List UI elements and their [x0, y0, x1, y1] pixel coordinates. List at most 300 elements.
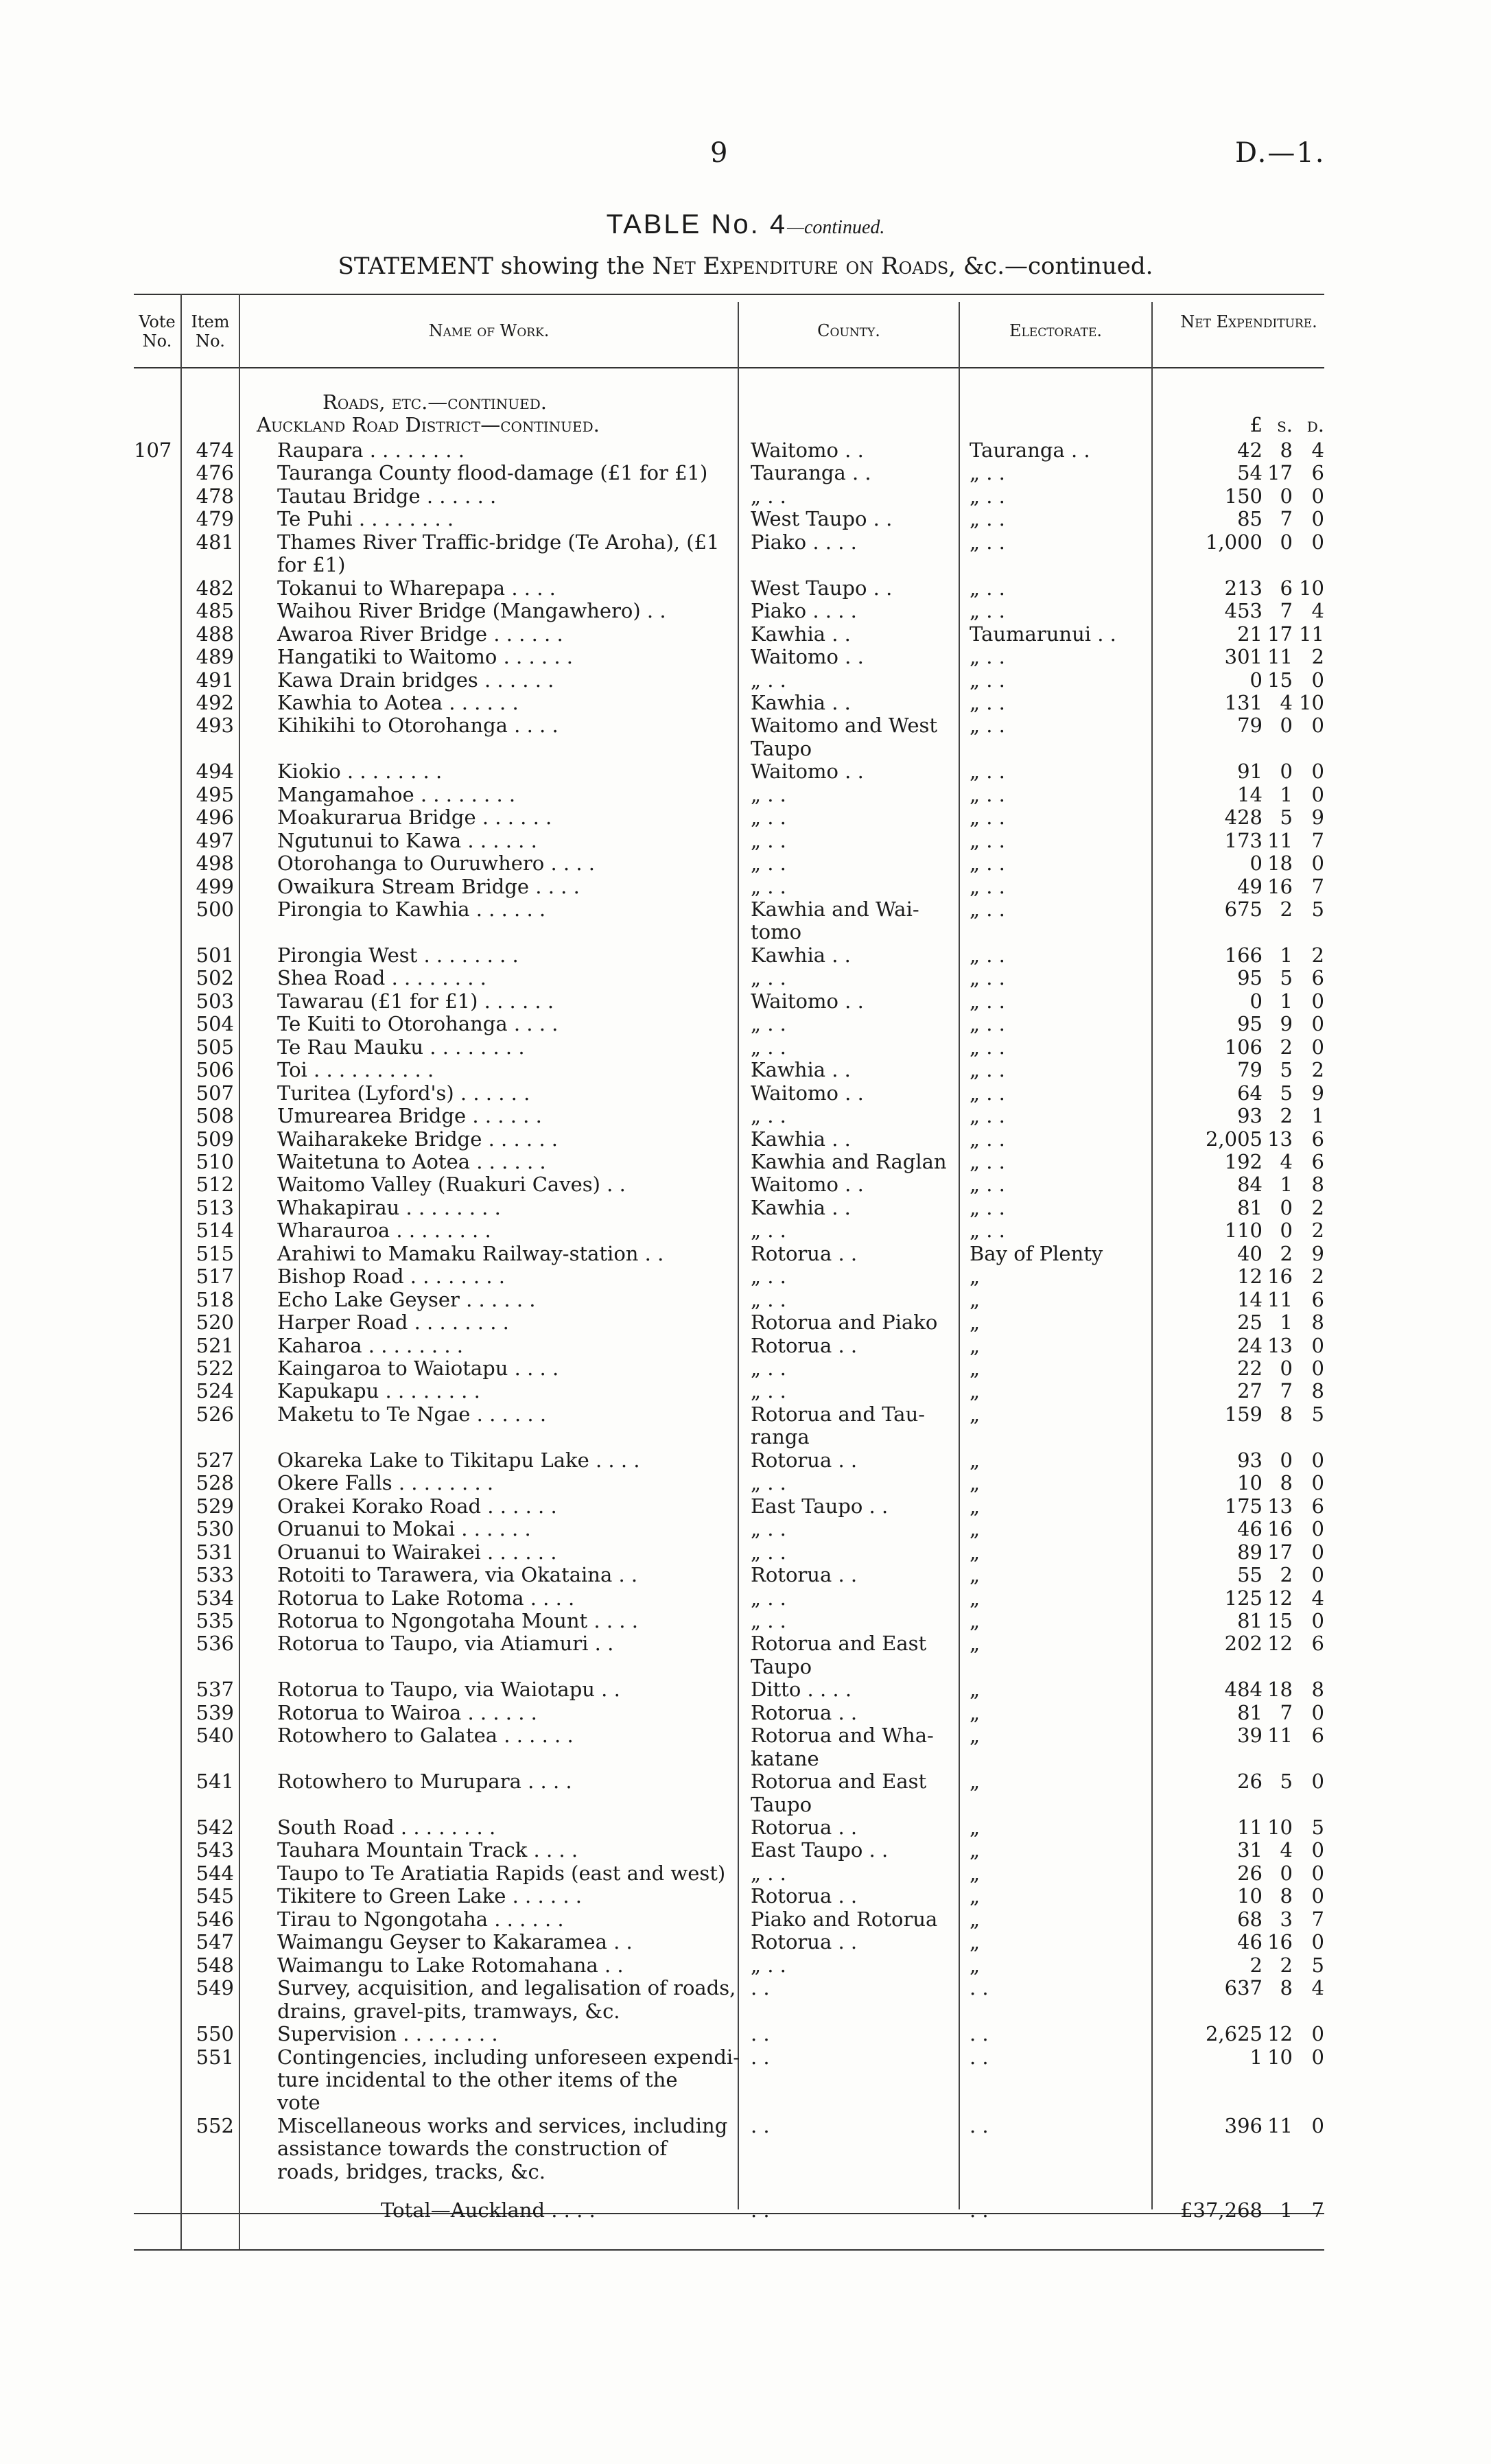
shillings: 18: [1267, 1678, 1293, 1702]
col-header-name: Name of Work.: [428, 321, 550, 340]
electorate: „ . .: [970, 484, 1005, 508]
work-name: Tautau Bridge . . . . . .: [277, 484, 497, 508]
item-number: 541: [196, 1770, 234, 1794]
table-row: [0, 577, 1491, 600]
electorate: . .: [970, 2045, 989, 2069]
district-heading: [0, 414, 1491, 436]
table-row: [0, 1656, 1491, 1678]
shillings: 2: [1280, 897, 1293, 921]
electorate: „ . .: [970, 1149, 1005, 1173]
statement-small-caps: Net Expenditure on Roads,: [652, 253, 956, 280]
work-name: Wharauroa . . . . . . . .: [277, 1219, 491, 1243]
electorate: „ . .: [970, 1127, 1005, 1151]
pence: 0: [1311, 1608, 1324, 1632]
pounds: 2: [1249, 1953, 1263, 1977]
pounds: 192: [1224, 1149, 1263, 1173]
shillings: 0: [1280, 530, 1293, 554]
shillings: 15: [1267, 668, 1293, 692]
pence: 6: [1311, 1494, 1324, 1518]
item-number: 508: [196, 1104, 234, 1128]
pounds: 39: [1237, 1724, 1263, 1748]
county: West Taupo . .: [751, 507, 893, 531]
county: Waitomo . .: [751, 1173, 864, 1197]
shillings: 15: [1267, 1608, 1293, 1632]
pence: 7: [1311, 1907, 1324, 1931]
county: Rotorua and East: [751, 1632, 927, 1656]
pounds: 0: [1249, 668, 1263, 692]
electorate: „: [970, 1563, 981, 1587]
pence: 4: [1311, 438, 1324, 462]
item-number: 526: [196, 1402, 234, 1426]
work-name: Whakapirau . . . . . . . .: [277, 1195, 501, 1219]
work-name: Owaikura Stream Bridge . . . .: [277, 874, 580, 898]
pence: 5: [1311, 1953, 1324, 1977]
pence: 0: [1311, 1770, 1324, 1794]
pence: 7: [1311, 874, 1324, 898]
pounds: 173: [1224, 828, 1263, 852]
work-name: Tokanui to Wharepapa . . . .: [277, 576, 556, 600]
pounds: 106: [1224, 1035, 1263, 1059]
pence: 2: [1311, 1219, 1324, 1243]
table-row: [0, 1472, 1491, 1494]
item-number: 522: [196, 1357, 234, 1380]
pounds: 55: [1237, 1563, 1263, 1587]
electorate: „ . .: [970, 576, 1005, 600]
pence: 4: [1311, 1586, 1324, 1610]
pence: 0: [1311, 1012, 1324, 1036]
electorate: „ . .: [970, 1081, 1005, 1105]
county: Piako and Rotorua: [751, 1907, 938, 1931]
electorate: „: [970, 1540, 981, 1564]
shillings: 4: [1280, 1149, 1293, 1173]
pounds: 26: [1237, 1861, 1263, 1885]
pence: 6: [1311, 1724, 1324, 1748]
pounds: 46: [1237, 1517, 1263, 1541]
table-row: [0, 1839, 1491, 1862]
pounds: 428: [1224, 806, 1263, 830]
table-row: [0, 2069, 1491, 2091]
pounds: 84: [1237, 1173, 1263, 1197]
county: Rotorua and Tau-: [751, 1402, 926, 1426]
electorate: „ . .: [970, 852, 1005, 876]
table-row: [0, 1770, 1491, 1793]
pounds: 49: [1237, 874, 1263, 898]
pounds: 24: [1237, 1333, 1263, 1357]
pounds: 31: [1237, 1838, 1263, 1862]
work-name: Taupo to Te Aratiatia Rapids (east and west): [277, 1861, 726, 1885]
total-label: Total—Auckland . . . .: [381, 2198, 596, 2222]
pence: 0: [1311, 2022, 1324, 2046]
table-row: [0, 2023, 1491, 2045]
pence: 11: [1299, 622, 1324, 646]
county: „ . .: [751, 966, 786, 990]
work-name: Waiharakeke Bridge . . . . . .: [277, 1127, 559, 1151]
table-row: [0, 1151, 1491, 1173]
pence: 0: [1311, 1838, 1324, 1862]
work-name: Oruanui to Mokai . . . . . .: [277, 1517, 531, 1541]
shillings: 7: [1280, 1379, 1293, 1403]
pounds: 110: [1224, 1219, 1263, 1243]
item-number: 518: [196, 1287, 234, 1311]
table-row: [0, 1243, 1491, 1265]
item-number: 496: [196, 806, 234, 830]
county: katane: [751, 1746, 819, 1770]
item-number: 552: [196, 2113, 234, 2137]
pence: 7: [1311, 828, 1324, 852]
pounds: 202: [1224, 1632, 1263, 1656]
pence: 0: [1311, 1884, 1324, 1908]
work-name: Te Puhi . . . . . . . .: [277, 507, 454, 531]
pence: 6: [1311, 1127, 1324, 1151]
statement-prefix: STATEMENT showing the: [338, 253, 653, 280]
table-row: [0, 1380, 1491, 1403]
work-name: Thames River Traffic-bridge (Te Aroha), (£1: [277, 530, 720, 554]
work-name: Hangatiki to Waitomo . . . . . .: [277, 645, 573, 669]
county: „ . .: [751, 806, 786, 830]
work-name: South Road . . . . . . . .: [277, 1816, 496, 1839]
work-name: ture incidental to the other items of the: [277, 2067, 678, 2091]
pounds: 93: [1237, 1448, 1263, 1472]
table-row: [0, 1794, 1491, 1816]
work-name: Pirongia to Kawhia . . . . . .: [277, 897, 546, 921]
item-number: 506: [196, 1058, 234, 1082]
table-row: [0, 1748, 1491, 1770]
electorate: „ . .: [970, 1035, 1005, 1059]
pounds: 95: [1237, 1012, 1263, 1036]
shillings: 17: [1267, 622, 1293, 646]
electorate: . .: [970, 2022, 989, 2046]
county: Waitomo . .: [751, 1081, 864, 1105]
table-row: [0, 1219, 1491, 1242]
county: Kawhia . .: [751, 943, 851, 967]
item-number: 530: [196, 1517, 234, 1541]
shillings: 8: [1280, 1884, 1293, 1908]
table-row: [0, 1495, 1491, 1518]
county: . .: [751, 2045, 770, 2069]
county: Rotorua and East: [751, 1770, 927, 1794]
work-name: Arahiwi to Mamaku Railway-station . .: [277, 1241, 664, 1265]
shillings: 11: [1267, 2113, 1293, 2137]
item-number: 551: [196, 2045, 234, 2069]
county: Rotorua . .: [751, 1241, 858, 1265]
pence: 2: [1311, 1058, 1324, 1082]
pounds: 175: [1224, 1494, 1263, 1518]
pence: 6: [1311, 966, 1324, 990]
pence: 6: [1311, 1632, 1324, 1656]
county: Rotorua . .: [751, 1448, 858, 1472]
shillings: 10: [1267, 2045, 1293, 2069]
pounds: 166: [1224, 943, 1263, 967]
work-name: Mangamahoe . . . . . . . .: [277, 782, 516, 806]
work-name: Rotorua to Ngongotaha Mount . . . .: [277, 1608, 638, 1632]
shillings: 16: [1267, 874, 1293, 898]
county: „ . .: [751, 1471, 786, 1495]
county: Kawhia and Raglan: [751, 1149, 947, 1173]
county: . .: [751, 2022, 770, 2046]
total-pounds: £37,268: [1180, 2198, 1263, 2222]
total-shillings: 1: [1280, 2198, 1293, 2222]
shillings: 0: [1280, 1357, 1293, 1380]
pence: 0: [1311, 760, 1324, 784]
table-row: [0, 830, 1491, 852]
pounds: 1: [1249, 2045, 1263, 2069]
work-name: Rotowhero to Galatea . . . . . .: [277, 1724, 574, 1748]
table-row: [0, 669, 1491, 692]
pence: 0: [1311, 1333, 1324, 1357]
pence: 5: [1311, 1816, 1324, 1839]
table-row: [0, 2137, 1491, 2160]
electorate: „: [970, 1838, 981, 1862]
header-bottom-rule: [134, 367, 1324, 368]
county: „ . .: [751, 1608, 786, 1632]
item-number: 534: [196, 1586, 234, 1610]
county: . .: [751, 1976, 770, 2000]
work-name: Pirongia West . . . . . . . .: [277, 943, 519, 967]
pounds: 46: [1237, 1930, 1263, 1954]
county: . .: [751, 2113, 770, 2137]
table-row: [0, 1082, 1491, 1105]
pounds: 25: [1237, 1311, 1263, 1335]
item-number: 540: [196, 1724, 234, 1748]
col-header-electorate: Electorate.: [1009, 321, 1103, 340]
pence: 0: [1311, 484, 1324, 508]
shillings: 2: [1280, 1563, 1293, 1587]
shillings: 5: [1280, 1081, 1293, 1105]
pounds: 81: [1237, 1195, 1263, 1219]
item-number: 547: [196, 1930, 234, 1954]
total-row: [0, 2199, 1491, 2222]
pounds: 14: [1237, 1287, 1263, 1311]
pence: 9: [1311, 806, 1324, 830]
electorate: „: [970, 1333, 981, 1357]
county: Rotorua and Piako: [751, 1311, 938, 1335]
table-row: [0, 1265, 1491, 1288]
county: Taupo: [751, 1792, 812, 1816]
county: Waitomo . .: [751, 989, 864, 1013]
item-number: 494: [196, 760, 234, 784]
col-header-county: County.: [817, 321, 880, 340]
pence: 2: [1311, 1265, 1324, 1289]
county: „ . .: [751, 1379, 786, 1403]
electorate: „ . .: [970, 714, 1005, 738]
work-name: Harper Road . . . . . . . .: [277, 1311, 509, 1335]
work-name: Awaroa River Bridge . . . . . .: [277, 622, 563, 646]
shillings: 0: [1280, 1448, 1293, 1472]
county: Taupo: [751, 1654, 812, 1678]
table-row: [0, 898, 1491, 921]
electorate: Tauranga . .: [970, 438, 1090, 462]
table-row: [0, 1289, 1491, 1311]
item-number: 539: [196, 1700, 234, 1724]
table-row: [0, 646, 1491, 668]
electorate: „ . .: [970, 1173, 1005, 1197]
pounds: 26: [1237, 1770, 1263, 1794]
pounds: 10: [1237, 1884, 1263, 1908]
shillings: 1: [1280, 1173, 1293, 1197]
county: „ . .: [751, 1517, 786, 1541]
item-number: 514: [196, 1219, 234, 1243]
work-name: Tikitere to Green Lake . . . . . .: [277, 1884, 583, 1908]
electorate: „ . .: [970, 760, 1005, 784]
shillings: 17: [1267, 461, 1293, 485]
table-top-rule: [134, 294, 1324, 295]
work-name: Echo Lake Geyser . . . . . .: [277, 1287, 536, 1311]
shillings: 7: [1280, 599, 1293, 623]
item-number: 485: [196, 599, 234, 623]
pounds: 12: [1237, 1265, 1263, 1289]
item-number: 502: [196, 966, 234, 990]
pence: 6: [1311, 461, 1324, 485]
pounds: 22: [1237, 1357, 1263, 1380]
pounds: 11: [1237, 1816, 1263, 1839]
county: „ . .: [751, 782, 786, 806]
district-heading-text: Auckland Road District—continued.: [257, 413, 600, 436]
shillings: 10: [1267, 1816, 1293, 1839]
table-row: [0, 1449, 1491, 1472]
electorate: „: [970, 1357, 981, 1380]
page-number: 9: [710, 137, 728, 169]
item-number: 492: [196, 690, 234, 714]
table-row: [0, 1931, 1491, 1953]
pence: 2: [1311, 645, 1324, 669]
table-row: [0, 1632, 1491, 1655]
pence: 0: [1311, 852, 1324, 876]
shillings: 16: [1267, 1930, 1293, 1954]
electorate: „ . .: [970, 1104, 1005, 1128]
shillings: 2: [1280, 1241, 1293, 1265]
pounds: 27: [1237, 1379, 1263, 1403]
pence: 8: [1311, 1311, 1324, 1335]
pounds: 89: [1237, 1540, 1263, 1564]
work-name: assistance towards the construction of: [277, 2137, 668, 2161]
pence: 9: [1311, 1241, 1324, 1265]
electorate: . .: [970, 2113, 989, 2137]
county: Piako . . . .: [751, 530, 857, 554]
county: Rotorua . .: [751, 1700, 858, 1724]
vote-number: 107: [134, 438, 172, 462]
county: „ . .: [751, 1219, 786, 1243]
pence: 6: [1311, 1287, 1324, 1311]
total-electorate: . .: [970, 2198, 989, 2222]
shillings: 5: [1280, 1058, 1293, 1082]
work-name: Otorohanga to Ouruwhero . . . .: [277, 852, 595, 876]
item-number: 497: [196, 828, 234, 852]
electorate: „ . .: [970, 1219, 1005, 1243]
item-number: 550: [196, 2022, 234, 2046]
shillings: 3: [1280, 1907, 1293, 1931]
shillings: 8: [1280, 1402, 1293, 1426]
shillings: 11: [1267, 1287, 1293, 1311]
pounds: 159: [1224, 1402, 1263, 1426]
shillings: 2: [1280, 1035, 1293, 1059]
work-name: Kapukapu . . . . . . . .: [277, 1379, 480, 1403]
electorate: „ . .: [970, 966, 1005, 990]
item-number: 513: [196, 1195, 234, 1219]
shillings: 13: [1267, 1127, 1293, 1151]
pounds: 2,005: [1205, 1127, 1263, 1151]
item-number: 478: [196, 484, 234, 508]
pounds: 1,000: [1205, 530, 1263, 554]
work-name: Kaingaroa to Waiotapu . . . .: [277, 1357, 559, 1380]
pence: 10: [1299, 690, 1324, 714]
shillings: 16: [1267, 1265, 1293, 1289]
pounds: 637: [1224, 1976, 1263, 2000]
item-number: 521: [196, 1333, 234, 1357]
pounds: 131: [1224, 690, 1263, 714]
electorate: „: [970, 1311, 981, 1335]
shillings: 12: [1267, 2022, 1293, 2046]
shillings: 12: [1267, 1632, 1293, 1656]
pence: 0: [1311, 1471, 1324, 1495]
county: Kawhia . .: [751, 1058, 851, 1082]
electorate: Bay of Plenty: [970, 1241, 1103, 1265]
county: Waitomo . .: [751, 645, 864, 669]
section-heading-text: Roads, etc.—continued.: [322, 390, 547, 414]
item-number: 531: [196, 1540, 234, 1564]
pence: 0: [1311, 782, 1324, 806]
electorate: „: [970, 1700, 981, 1724]
electorate: „: [970, 1379, 981, 1403]
shillings: 8: [1280, 438, 1293, 462]
shillings: 8: [1280, 1471, 1293, 1495]
electorate: „: [970, 1770, 981, 1794]
work-name: Umurearea Bridge . . . . . .: [277, 1104, 542, 1128]
work-name: Tawarau (£1 for £1) . . . . . .: [277, 989, 554, 1013]
shillings: 1: [1280, 1311, 1293, 1335]
county: Rotorua . .: [751, 1563, 858, 1587]
pounds: 79: [1237, 714, 1263, 738]
pence: 5: [1311, 897, 1324, 921]
work-name: for £1): [277, 553, 346, 577]
pence: 0: [1311, 1035, 1324, 1059]
table-row: [0, 1977, 1491, 1999]
work-name: Raupara . . . . . . . .: [277, 438, 465, 462]
electorate: „: [970, 1861, 981, 1885]
shillings: 18: [1267, 852, 1293, 876]
pounds: 675: [1224, 897, 1263, 921]
electorate: „ . .: [970, 782, 1005, 806]
item-number: 537: [196, 1678, 234, 1702]
pence: 0: [1311, 2113, 1324, 2137]
county: „ . .: [751, 1357, 786, 1380]
item-number: 489: [196, 645, 234, 669]
pence: 1: [1311, 1104, 1324, 1128]
electorate: „: [970, 1724, 981, 1748]
county: „ . .: [751, 1540, 786, 1564]
county: Kawhia . .: [751, 622, 851, 646]
item-number: 491: [196, 668, 234, 692]
item-number: 512: [196, 1173, 234, 1197]
county: Rotorua . .: [751, 1816, 858, 1839]
item-number: 535: [196, 1608, 234, 1632]
item-number: 528: [196, 1471, 234, 1495]
work-name: Rotorua to Taupo, via Atiamuri . .: [277, 1632, 614, 1656]
shillings: 0: [1280, 484, 1293, 508]
shillings: 12: [1267, 1586, 1293, 1610]
table-row: [0, 1724, 1491, 1747]
pounds: 0: [1249, 852, 1263, 876]
county: „ . .: [751, 1012, 786, 1036]
pence: 0: [1311, 1357, 1324, 1380]
table-row: [0, 760, 1491, 783]
table-row: [0, 784, 1491, 806]
county: „ . .: [751, 1953, 786, 1977]
pence: 8: [1311, 1173, 1324, 1197]
item-number: 515: [196, 1241, 234, 1265]
shillings: 5: [1280, 1770, 1293, 1794]
electorate: „ . .: [970, 668, 1005, 692]
table-row: [0, 508, 1491, 530]
